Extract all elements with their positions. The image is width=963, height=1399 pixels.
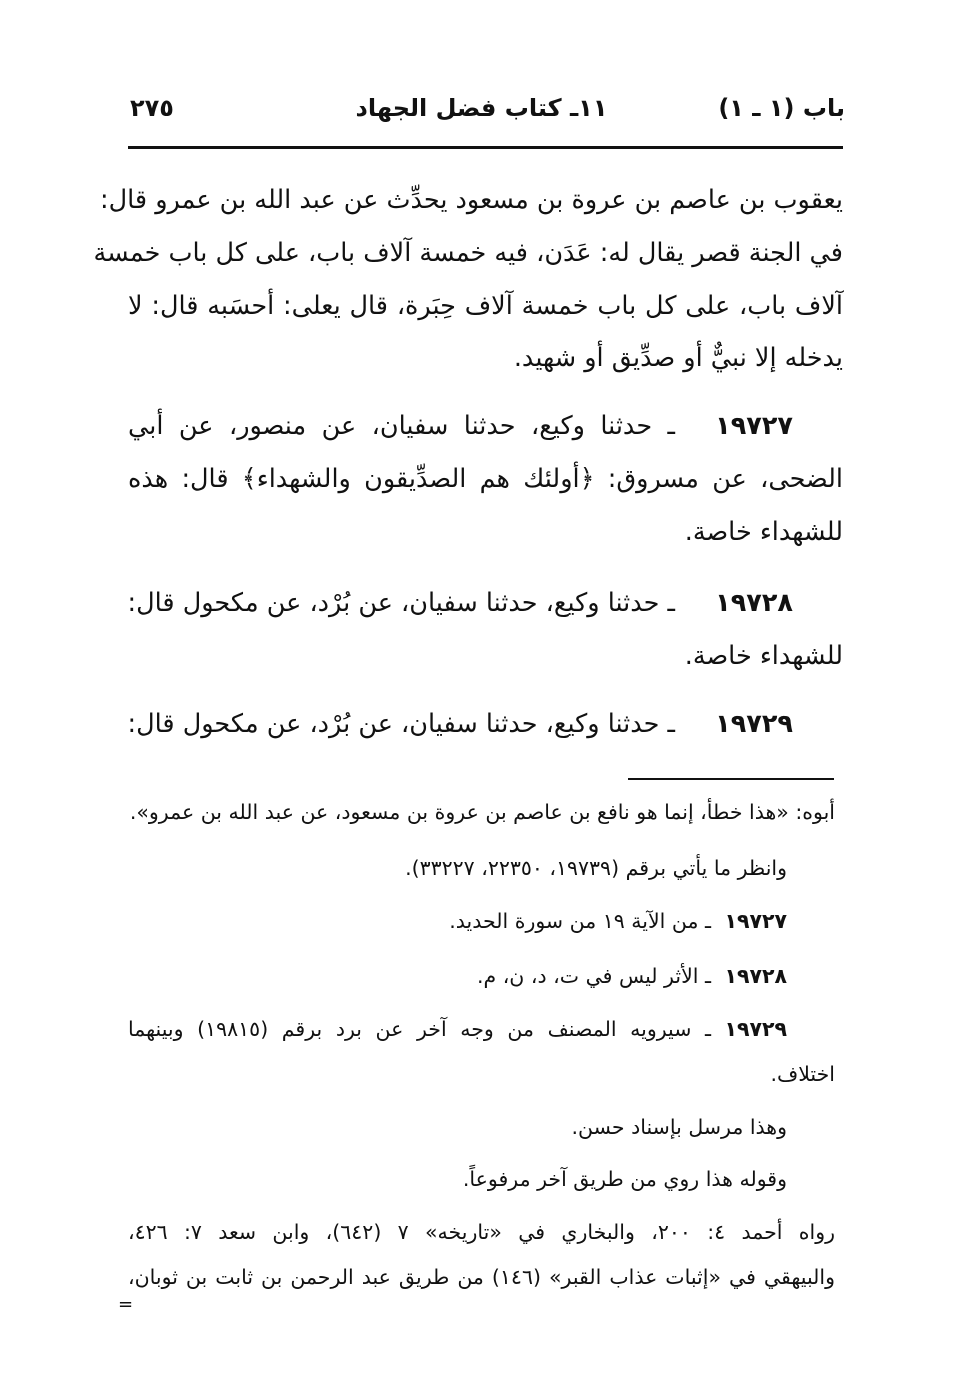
page-number: ٢٧٥: [130, 94, 174, 122]
footnote-number: ١٩٧٢٩: [724, 1017, 787, 1041]
footnote-line: وهذا مرسل بإسناد حسن.: [571, 1115, 787, 1139]
footnote-line: اختلاف.: [770, 1062, 835, 1086]
text-line: في الجنة قصر يقال له: عَدَن، فيه خمسة آلاف باب، على كل باب خمسة: [93, 238, 843, 268]
footnote-line: وقوله هذا روي من طريق آخر مرفوعاً.: [462, 1167, 787, 1191]
footnote-line: والبيهقي في «إثبات عذاب القبر» (١٤٦) من طريق عبد الرحمن بن ثابت بن ثوبان،: [128, 1265, 835, 1289]
header-rule: [128, 146, 843, 149]
footnote-line: ـ سيرويه المصنف من وجه آخر عن برد برقم (١٩٨١٥) وبينهما: [128, 1017, 712, 1041]
hadith-number: ١٩٧٢٨: [715, 588, 793, 618]
footnote-line: وانظر ما يأتي برقم (١٩٧٣٩، ٢٢٣٥٠، ٣٣٢٢٧).: [405, 856, 787, 880]
footnote-number: ١٩٧٢٨: [724, 964, 787, 988]
footnote-line: ـ الأثر ليس في ت، د، ن، م.: [476, 964, 711, 988]
text-line: ـ حدثنا وكيع، حدثنا سفيان، عن منصور، عن أبي: [128, 411, 675, 441]
text-line: ـ حدثنا وكيع، حدثنا سفيان، عن بُرْد، عن مكحول قال:: [127, 588, 675, 618]
text-line: للشهداء خاصة.: [684, 517, 843, 547]
footnote-rule: [628, 778, 834, 780]
text-line: للشهداء خاصة.: [684, 641, 843, 671]
continuation-mark: =: [118, 1294, 134, 1315]
footnote-line: أبوه: «هذا خطأ، إنما هو نافع بن عاصم بن عروة بن مسعود، عن عبد الله بن عمرو».: [129, 800, 835, 824]
running-header-chapter: باب (١ ـ ١): [718, 94, 845, 122]
footnote-line: ـ من الآية ١٩ من سورة الحديد.: [449, 909, 711, 933]
text-line: يعقوب بن عاصم بن عروة بن مسعود يحدِّث عن عبد الله بن عمرو قال:: [100, 185, 843, 215]
text-line: ـ حدثنا وكيع، حدثنا سفيان، عن بُرْد، عن مكحول قال:: [127, 709, 675, 739]
text-line: يدخله إلا نبيٌّ أو صدِّيق أو شهيد.: [513, 343, 843, 373]
footnote-line: رواه أحمد ٤: ٢٠٠، والبخاري في «تاريخه» ٧ (٦٤٢)، وابن سعد ٧: ٤٢٦،: [128, 1220, 835, 1244]
hadith-number: ١٩٧٢٩: [715, 709, 793, 739]
footnote-number: ١٩٧٢٧: [724, 909, 787, 933]
running-header-book-title: ١١ـ كتاب فضل الجهاد: [355, 94, 608, 122]
hadith-number: ١٩٧٢٧: [715, 411, 793, 441]
text-line: الضحى، عن مسروق: ﴿أولئك هم الصدِّيقون والشهداء﴾ قال: هذه: [128, 464, 843, 494]
text-line: آلاف باب، على كل باب خمسة آلاف حِبَرة، قال يعلى: أحسَبه قال: لا: [128, 291, 843, 321]
